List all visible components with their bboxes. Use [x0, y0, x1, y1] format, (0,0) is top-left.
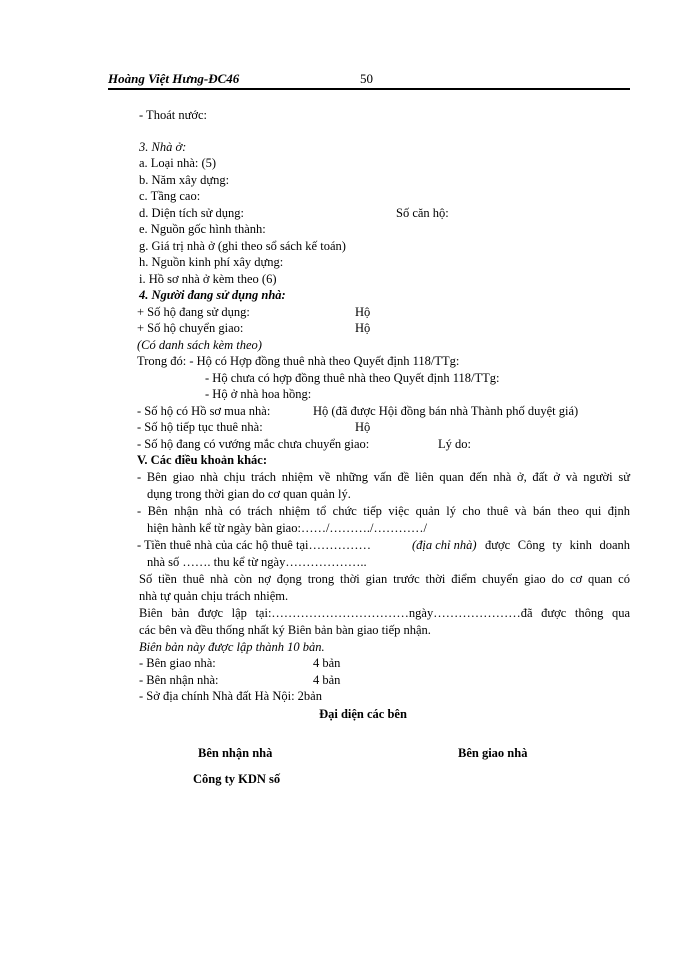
funding-line: h. Nguồn kinh phí xây dựng:	[139, 255, 284, 269]
rose-house-line: - Hộ ở nhà hoa hồng:	[205, 387, 312, 401]
copies-department-line: - Sở địa chính Nhà đất Hà Nội: 2bản	[139, 689, 322, 703]
copies-heading: Biên bản này được lập thành 10 bản.	[139, 640, 325, 654]
floors-line: c. Tầng cao:	[139, 189, 201, 203]
occupants-heading: 4. Người đang sử dụng nhà:	[139, 288, 286, 302]
minutes-agreement-line: các bên và đều thống nhất ký Biên bản bàn giao tiếp nhận.	[139, 623, 431, 637]
households-transferred-unit: Hộ	[355, 321, 371, 335]
minutes-place-line: Biên bản được lập tại:……………………………ngày…………………đã được thông qua	[139, 606, 630, 620]
households-transferred-line: + Số hộ chuyển giao:	[137, 321, 244, 335]
copies-receiver-count: 4 bản	[313, 673, 341, 687]
origin-line: e. Nguồn gốc hình thành:	[139, 222, 266, 236]
giver-responsibility-line: - Bên giao nhà chịu trách nhiệm về những vấn đề liên quan đến nhà ở, đất ở và người sử	[137, 470, 630, 484]
receiver-signature-label: Bên nhận nhà	[198, 746, 273, 760]
house-type-line: a. Loại nhà: (5)	[139, 156, 217, 170]
drainage-line: - Thoát nước:	[139, 108, 207, 122]
pending-households-line: - Số hộ đang có vướng mắc chưa chuyển giao:	[137, 437, 370, 451]
continue-renting-line: - Số hộ tiếp tục thuê nhà:	[137, 420, 263, 434]
copies-receiver-label: - Bên nhận nhà:	[139, 673, 219, 687]
build-year-line: b. Năm xây dựng:	[139, 173, 230, 187]
handover-date-line: hiện hành kể từ ngày bàn giao:……/………./…………/	[147, 521, 427, 535]
contract-households-line: Trong đó: - Hộ có Hợp đồng thuê nhà theo Quyết định 118/TTg:	[137, 354, 460, 368]
giver-signature-label: Bên giao nhà	[458, 746, 528, 760]
rent-company-text: được Công ty kinh doanh	[485, 538, 630, 552]
households-using-unit: Hộ	[355, 305, 371, 319]
copies-giver-count: 4 bản	[313, 656, 341, 670]
page-number: 50	[360, 71, 373, 86]
header-rule	[108, 88, 630, 90]
header-author: Hoàng Việt Hưng-ĐC46	[108, 71, 240, 86]
house-value-line: g. Giá trị nhà ở (ghi theo sổ sách kế toán)	[139, 239, 346, 253]
house-address-note: (địa chỉ nhà)	[412, 538, 477, 552]
purchase-records-line: - Số hộ có Hồ sơ mua nhà:	[137, 404, 271, 418]
outstanding-rent-cont: nhà tự quản chịu trách nhiệm.	[139, 589, 289, 603]
no-contract-households-line: - Hộ chưa có hợp đồng thuê nhà theo Quyết định 118/TTg:	[205, 371, 500, 385]
other-terms-heading: V. Các điều khoản khác:	[137, 453, 268, 467]
copies-giver-label: - Bên giao nhà:	[139, 656, 216, 670]
attached-list-note: (Có danh sách kèm theo)	[137, 338, 262, 352]
giver-responsibility-cont: dụng trong thời gian do cơ quan quản lý.	[147, 487, 351, 501]
house-records-line: i. Hồ sơ nhà ở kèm theo (6)	[139, 272, 277, 286]
usable-area-line: d. Diện tích sử dụng:	[139, 206, 245, 220]
rent-start-line: nhà số ……. thu kể từ ngày………………..	[147, 555, 367, 569]
households-using-line: + Số hộ đang sử dụng:	[137, 305, 250, 319]
apartment-count-label: Số căn hộ:	[396, 206, 449, 220]
rent-collection-line: - Tiền thuê nhà của các hộ thuê tại……………	[137, 538, 371, 552]
continue-renting-unit: Hộ	[355, 420, 371, 434]
section-housing-heading: 3. Nhà ở:	[139, 140, 187, 154]
signatures-title: Đại diện các bên	[319, 707, 407, 721]
purchase-records-note: Hộ (đã được Hội đồng bán nhà Thành phố duyệt giá)	[313, 404, 579, 418]
company-label: Công ty KDN số	[193, 772, 281, 786]
receiver-responsibility-line: - Bên nhận nhà có trách nhiệm tổ chức tiếp việc quản lý cho thuê và bán theo qui định	[137, 504, 630, 518]
outstanding-rent-line: Số tiền thuê nhà còn nợ đọng trong thời gian trước thời điểm chuyển giao do cơ quan có	[139, 572, 630, 586]
reason-label: Lý do:	[438, 437, 471, 451]
